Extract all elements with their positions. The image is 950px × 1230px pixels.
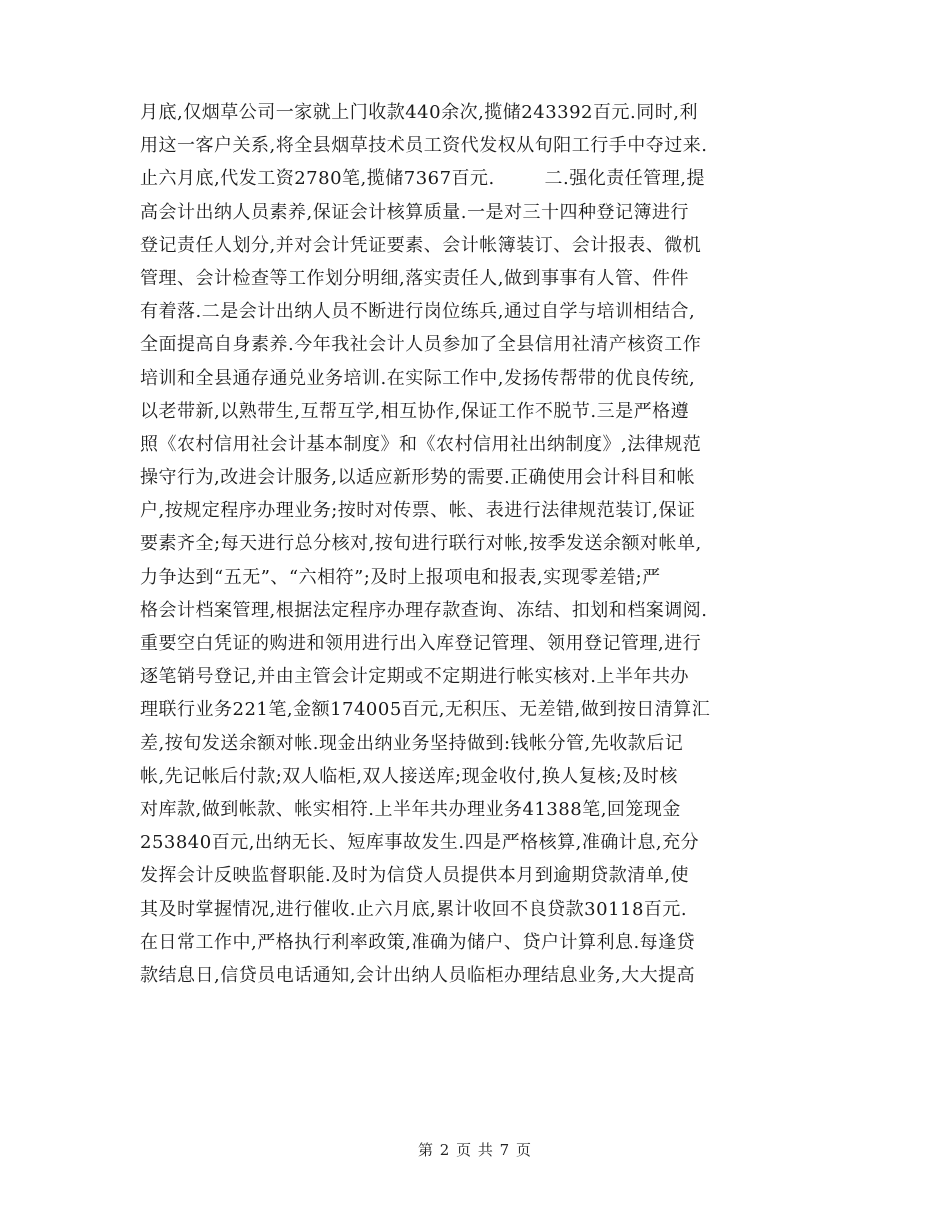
text-line: 发挥会计反映监督职能.及时为信贷人员提供本月到逾期贷款清单,使 <box>140 865 689 887</box>
text-line: 户,按规定程序办理业务;按时对传票、帐、表进行法律规范装订,保证 <box>140 500 696 522</box>
text-line: 照《农村信用社会计基本制度》和《农村信用社出纳制度》,法律规范 <box>140 433 702 455</box>
text-line: 有着落.二是会计出纳人员不断进行岗位练兵,通过自学与培训相结合, <box>140 301 696 323</box>
text-line: 理联行业务221笔,金额174005百元,无积压、无差错,做到按日清算汇 <box>140 699 711 721</box>
text-line: 高会计出纳人员素养,保证会计核算质量.一是对三十四种登记簿进行 <box>140 201 689 223</box>
text-line: 其及时掌握情况,进行催收.止六月底,累计收回不良贷款30118百元. <box>140 898 688 920</box>
text-line: 款结息日,信贷员电话通知,会计出纳人员临柜办理结息业务,大大提高 <box>140 964 696 986</box>
text-line: 操守行为,改进会计服务,以适应新形势的需要.正确使用会计科目和帐 <box>140 467 696 489</box>
text-line: 差,按旬发送余额对帐.现金出纳业务坚持做到:钱帐分管,先收款后记 <box>140 732 684 754</box>
text-line: 培训和全县通存通兑业务培训.在实际工作中,发扬传帮带的优良传统, <box>140 367 696 389</box>
page-number: 第 2 页 共 7 页 <box>418 1141 532 1159</box>
text-line: 力争达到“五无”、“六相符”;及时上报项电和报表,实现零差错;严 <box>140 566 661 588</box>
text-line: 登记责任人划分,并对会计凭证要素、会计帐簿装订、会计报表、微机 <box>140 234 702 256</box>
text-line: 帐,先记帐后付款;双人临柜,双人接送库;现金收付,换人复核;及时核 <box>140 765 678 787</box>
text-line: 全面提高自身素养.今年我社会计人员参加了全县信用社清产核资工作 <box>140 334 702 356</box>
text-line: 月底,仅烟草公司一家就上门收款440余次,揽储243392百元.同时,利 <box>140 102 698 123</box>
text-line: 253840百元,出纳无长、短库事故发生.四是严格核算,准确计息,充分 <box>140 832 700 854</box>
text-line: 以老带新,以熟带生,互帮互学,相互协作,保证工作不脱节.三是严格遵 <box>140 400 690 422</box>
text-line: 格会计档案管理,根据法定程序办理存款查询、冻结、扣划和档案调阅. <box>140 599 708 621</box>
text-line: 管理、会计检查等工作划分明细,落实责任人,做到事事有人管、件件 <box>140 267 689 289</box>
text-line: 要素齐全;每天进行总分核对,按旬进行联行对帐,按季发送余额对帐单, <box>140 533 702 555</box>
text-line: 对库款,做到帐款、帐实相符.上半年共办理业务41388笔,回笼现金 <box>140 798 681 820</box>
text-line: 在日常工作中,严格执行利率政策,准确为储户、贷户计算利息.每逢贷 <box>140 931 696 953</box>
text-line: 止六月底,代发工资2780笔,揽储7367百元. 二.强化责任管理,提 <box>140 168 705 190</box>
page-footer <box>0 1140 950 1160</box>
text-line: 重要空白凭证的购进和领用进行出入库登记管理、领用登记管理,进行 <box>140 633 702 654</box>
text-line: 逐笔销号登记,并由主管会计定期或不定期进行帐实核对.上半年共办 <box>140 666 689 688</box>
body-text <box>140 96 830 992</box>
text-line: 用这一客户关系,将全县烟草技术员工资代发权从旬阳工行手中夺过来. <box>140 135 708 157</box>
